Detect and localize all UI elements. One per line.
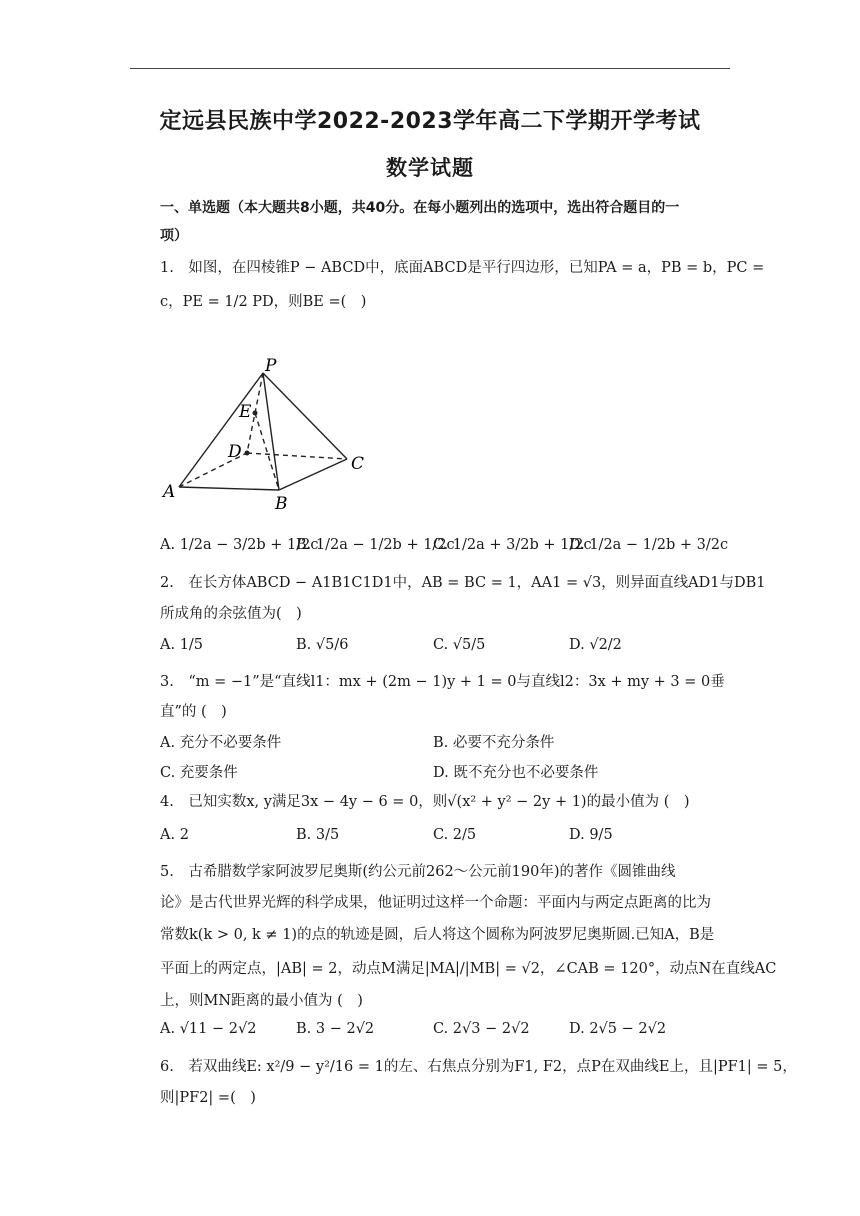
q4-option-b[interactable]: B. 3/5 — [296, 827, 340, 843]
fig-label-d: D — [228, 442, 242, 462]
fig-label-c: C — [351, 454, 365, 474]
fig-label-a: A — [163, 482, 176, 502]
q6-text: 6. 若双曲线E: x²/9 − y²/16 = 1的左、右焦点分别为F1, F2，点P在双曲线E上，且|PF1| = 5， — [160, 1059, 797, 1075]
q3-option-d[interactable]: D. 既不充分也不必要条件 — [433, 765, 599, 781]
q2-text: 2. 在长方体ABCD − A1B1C1D1中，AB = BC = 1，AA1 = √3，则异面直线AD1与DB1 — [160, 575, 766, 591]
section-heading-cont: 项） — [160, 228, 188, 244]
q5-text-2: 论》是古代世界光辉的科学成果，他证明过这样一个命题：平面内与两定点距离的比为 — [160, 895, 711, 911]
q1-option-b[interactable]: B. 1/2a − 1/2b + 1/2c — [296, 537, 455, 553]
q1-option-c[interactable]: C. 1/2a + 3/2b + 1/2c — [433, 537, 592, 553]
fig-label-e: E — [239, 402, 252, 422]
fig-label-b: B — [275, 494, 288, 514]
top-rule — [130, 68, 730, 69]
q5-text: 5. 古希腊数学家阿波罗尼奥斯(约公元前262～公元前190年)的著作《圆锥曲线 — [160, 864, 676, 880]
exam-title: 定远县民族中学2022-2023学年高二下学期开学考试 — [159, 109, 701, 134]
q5-text-4: 平面上的两定点，|AB| = 2，动点M满足|MA|/|MB| = √2，∠CAB = 120°，动点N在直线AC — [160, 961, 777, 977]
q5-option-b[interactable]: B. 3 − 2√2 — [296, 1021, 375, 1037]
q6-text-cont: 则|PF2| =( ) — [160, 1090, 256, 1106]
q4-text: 4. 已知实数x, y满足3x − 4y − 6 = 0，则√(x² + y² − 2y + 1)的最小值为 ( ) — [160, 794, 690, 810]
q3-text-cont: 直”的 ( ) — [160, 704, 227, 720]
q2-text-cont: 所成角的余弦值为( ) — [160, 606, 302, 622]
q4-option-c[interactable]: C. 2/5 — [433, 827, 477, 843]
section-heading: 一、单选题（本大题共8小题，共40分。在每小题列出的选项中，选出符合题目的一 — [160, 200, 680, 216]
q3-option-c[interactable]: C. 充要条件 — [160, 765, 238, 781]
q5-text-5: 上，则MN距离的最小值为 ( ) — [160, 993, 363, 1009]
q1-option-a[interactable]: A. 1/2a − 3/2b + 1/2c — [160, 537, 319, 553]
fig-label-p: P — [265, 356, 277, 376]
q5-text-3: 常数k(k > 0, k ≠ 1)的点的轨迹是圆，后人将这个圆称为阿波罗尼奥斯圆.已知A，B是 — [160, 927, 715, 943]
pyramid-figure — [155, 355, 385, 520]
q1-text: 1. 如图，在四棱锥P − ABCD中，底面ABCD是平行四边形，已知PA = a，PB = b，PC = — [160, 260, 765, 276]
q3-option-b[interactable]: B. 必要不充分条件 — [433, 735, 555, 751]
exam-subtitle: 数学试题 — [386, 156, 474, 180]
q5-option-a[interactable]: A. √11 − 2√2 — [160, 1021, 257, 1037]
q3-text: 3. “m = −1”是“直线l1：mx + (2m − 1)y + 1 = 0与直线l2：3x + my + 3 = 0垂 — [160, 674, 725, 690]
q5-option-c[interactable]: C. 2√3 − 2√2 — [433, 1021, 530, 1037]
q4-option-a[interactable]: A. 2 — [160, 827, 189, 843]
q2-option-a[interactable]: A. 1/5 — [160, 637, 204, 653]
q2-option-c[interactable]: C. √5/5 — [433, 637, 486, 653]
q4-option-d[interactable]: D. 9/5 — [569, 827, 613, 843]
q1-text-cont: c，PE = 1/2 PD，则BE =( ) — [160, 294, 367, 310]
q3-option-a[interactable]: A. 充分不必要条件 — [160, 735, 282, 751]
q1-option-d[interactable]: D. 1/2a − 1/2b + 3/2c — [569, 537, 729, 553]
q5-option-d[interactable]: D. 2√5 − 2√2 — [569, 1021, 667, 1037]
q2-option-b[interactable]: B. √5/6 — [296, 637, 349, 653]
q2-option-d[interactable]: D. √2/2 — [569, 637, 622, 653]
